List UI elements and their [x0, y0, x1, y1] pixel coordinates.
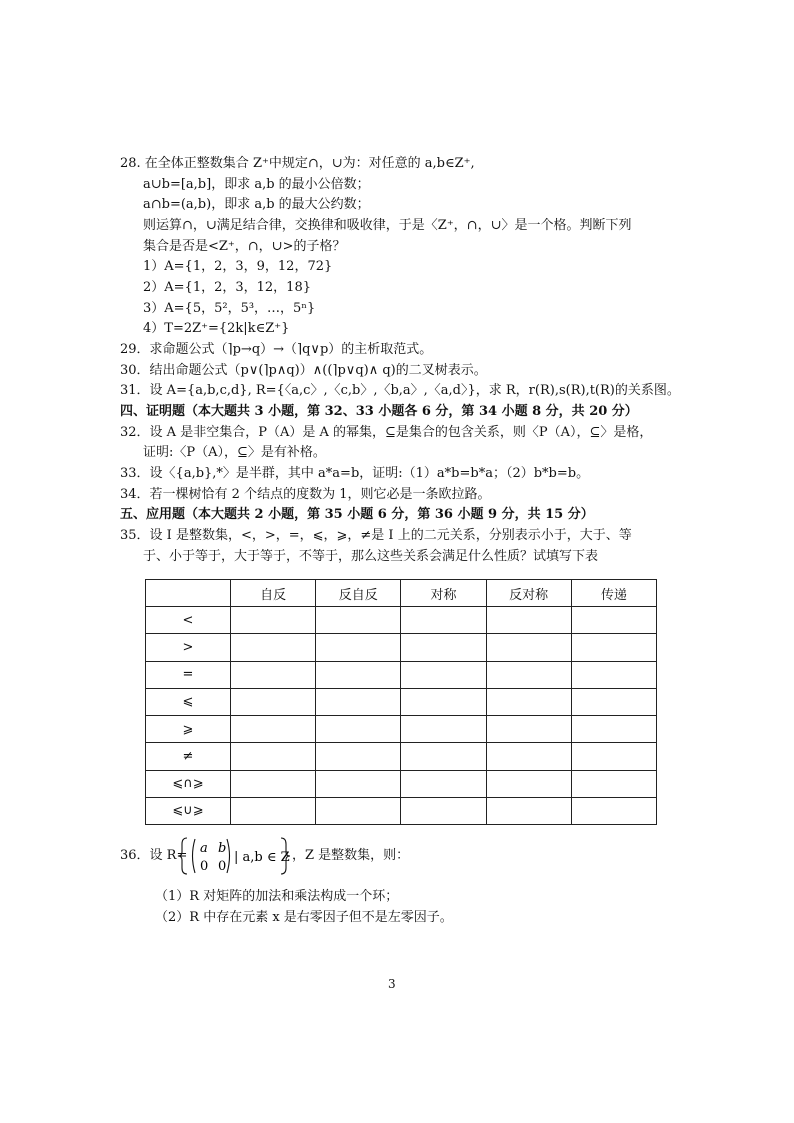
table-cell: [571, 634, 656, 661]
table-row: [146, 743, 657, 770]
relation-label: ≠: [146, 743, 231, 770]
q35-line1: 35．设 I 是整数集，<，>，=，⩽，⩾，≠是 I 上的二元关系，分别表示小于，大于、等: [120, 528, 632, 543]
table-cell: [401, 743, 486, 770]
table-row: [146, 607, 657, 634]
table-cell: [231, 743, 316, 770]
matrix-entry-b: b: [218, 841, 227, 856]
table-cell: [316, 716, 401, 743]
table-cell: [231, 688, 316, 715]
table-cell: [486, 688, 571, 715]
table-cell: [486, 716, 571, 743]
relation-label: <: [146, 607, 231, 634]
section-4-heading: 四、证明题（本大题共 3 小题，第 32、33 小题各 6 分，第 34 小题 8 分，共 20 分）: [120, 404, 638, 419]
table-cell: [486, 634, 571, 661]
q28-line1: 28. 在全体正整数集合 Z⁺中规定∩，∪为：对任意的 a,b∈Z⁺,: [120, 156, 475, 171]
table-row: [146, 716, 657, 743]
relation-label: >: [146, 634, 231, 661]
table-cell: [401, 716, 486, 743]
table-cell: [486, 661, 571, 688]
table-cell: [401, 770, 486, 797]
table-cell: [486, 743, 571, 770]
q35-line2: 于、小于等于，大于等于，不等于，那么这些关系会满足什么性质？试填写下表: [143, 549, 599, 564]
q30: 30．结出命题公式（p∨(⌉p∧q)）∧((⌉p∨q)∧ q)的二叉树表示。: [120, 363, 487, 378]
table-cell: [231, 797, 316, 824]
table-cell: [316, 661, 401, 688]
table-cell: [571, 688, 656, 715]
relation-label: ⩽∩⩾: [146, 770, 231, 797]
table-row: [146, 688, 657, 715]
relation-label: =: [146, 661, 231, 688]
table-header-cell: 传递: [571, 580, 656, 607]
relation-label: ⩾: [146, 716, 231, 743]
table-header-cell: [146, 580, 231, 607]
matrix-condition: | a,b ∈ Z: [234, 850, 290, 865]
table-cell: [316, 770, 401, 797]
q32-line2: 证明:〈P（A），⊆〉是有补格。: [143, 445, 326, 460]
table-row: [146, 634, 657, 661]
q28-line2: a∪b=[a,b]，即求 a,b 的最小公倍数；: [143, 177, 370, 192]
q28-option-3: 3）A={5，5²，5³，…，5ⁿ}: [143, 301, 316, 316]
page-number: 3: [388, 977, 396, 991]
q28-line4: 则运算∩，∪满足结合律，交换律和吸收律，于是〈Z⁺，∩，∪〉是一个格。判断下列: [143, 218, 632, 233]
table-cell: [231, 716, 316, 743]
relation-label: ⩽: [146, 688, 231, 715]
q33: 33．设〈{a,b},*〉是半群，其中 a*a=b，证明:（1）a*b=b*a；（2）b*b=b。: [120, 466, 590, 481]
q28-option-1: 1）A={1，2，3，9，12，72}: [143, 259, 333, 274]
table-cell: [486, 797, 571, 824]
table-header-cell: 自反: [231, 580, 316, 607]
table-cell: [231, 770, 316, 797]
table-cell: [401, 607, 486, 634]
left-matrix-paren-icon: [193, 839, 196, 873]
matrix-entry-a: a: [200, 841, 208, 856]
table-header-cell: 反自反: [316, 580, 401, 607]
table-header-cell: 对称: [401, 580, 486, 607]
table-cell: [316, 607, 401, 634]
table-cell: [231, 607, 316, 634]
table-row: [146, 770, 657, 797]
q36-matrix-set: [178, 836, 290, 876]
table-cell: [401, 797, 486, 824]
table-cell: [571, 770, 656, 797]
q29: 29．求命题公式（⌉p→q）→（⌉q∨p）的主析取范式。: [120, 342, 433, 357]
q31: 31．设 A={a,b,c,d}, R={〈a,c〉,〈c,b〉,〈b,a〉,〈a,d〉}，求 R，r(R),s(R),t(R)的关系图。: [120, 383, 680, 398]
right-matrix-paren-icon: [227, 839, 230, 873]
section-5-heading: 五、应用题（本大题共 2 小题，第 35 小题 6 分，第 36 小题 9 分，共 15 分）: [120, 507, 594, 522]
table-cell: [316, 634, 401, 661]
table-cell: [571, 607, 656, 634]
table-cell: [486, 607, 571, 634]
q36-prefix: 36．设 R=: [120, 848, 188, 863]
q32-line1: 32．设 A 是非空集合，P（A）是 A 的幂集，⊆是集合的包含关系，则〈P（A），⊆〉是格，: [120, 425, 653, 440]
relation-properties-table: [145, 579, 657, 825]
table-row: [146, 797, 657, 824]
table-cell: [401, 661, 486, 688]
table-cell: [571, 716, 656, 743]
q28-option-2: 2）A={1，2，3，12，18}: [143, 280, 311, 295]
table-cell: [571, 743, 656, 770]
table-cell: [316, 688, 401, 715]
matrix-entry-c: 0: [200, 859, 209, 874]
table-row: [146, 661, 657, 688]
table-cell: [401, 634, 486, 661]
q36-suffix: ，Z 是整数集，则：: [292, 848, 410, 863]
table-header-cell: 反对称: [486, 580, 571, 607]
q36-item-2: （2）R 中存在元素 x 是右零因子但不是左零因子。: [155, 910, 453, 925]
q28-option-4: 4）T=2Z⁺={2k|k∈Z⁺}: [143, 321, 290, 336]
table-cell: [571, 661, 656, 688]
table-cell: [316, 797, 401, 824]
q36-item-1: （1）R 对矩阵的加法和乘法构成一个环；: [155, 889, 399, 904]
table-cell: [316, 743, 401, 770]
table-cell: [571, 797, 656, 824]
q34: 34．若一棵树恰有 2 个结点的度数为 1，则它必是一条欧拉路。: [120, 487, 491, 502]
table-cell: [231, 661, 316, 688]
relation-label: ⩽∪⩾: [146, 797, 231, 824]
table-cell: [486, 770, 571, 797]
matrix-entry-d: 0: [218, 859, 227, 874]
q28-line3: a∩b=(a,b)，即求 a,b 的最大公约数；: [143, 197, 370, 212]
table-header-row: [146, 580, 657, 607]
left-brace-icon: [178, 838, 187, 874]
q28-line5: 集合是否是<Z⁺，∩，∪>的子格？: [143, 239, 346, 254]
table-cell: [231, 634, 316, 661]
table-cell: [401, 688, 486, 715]
